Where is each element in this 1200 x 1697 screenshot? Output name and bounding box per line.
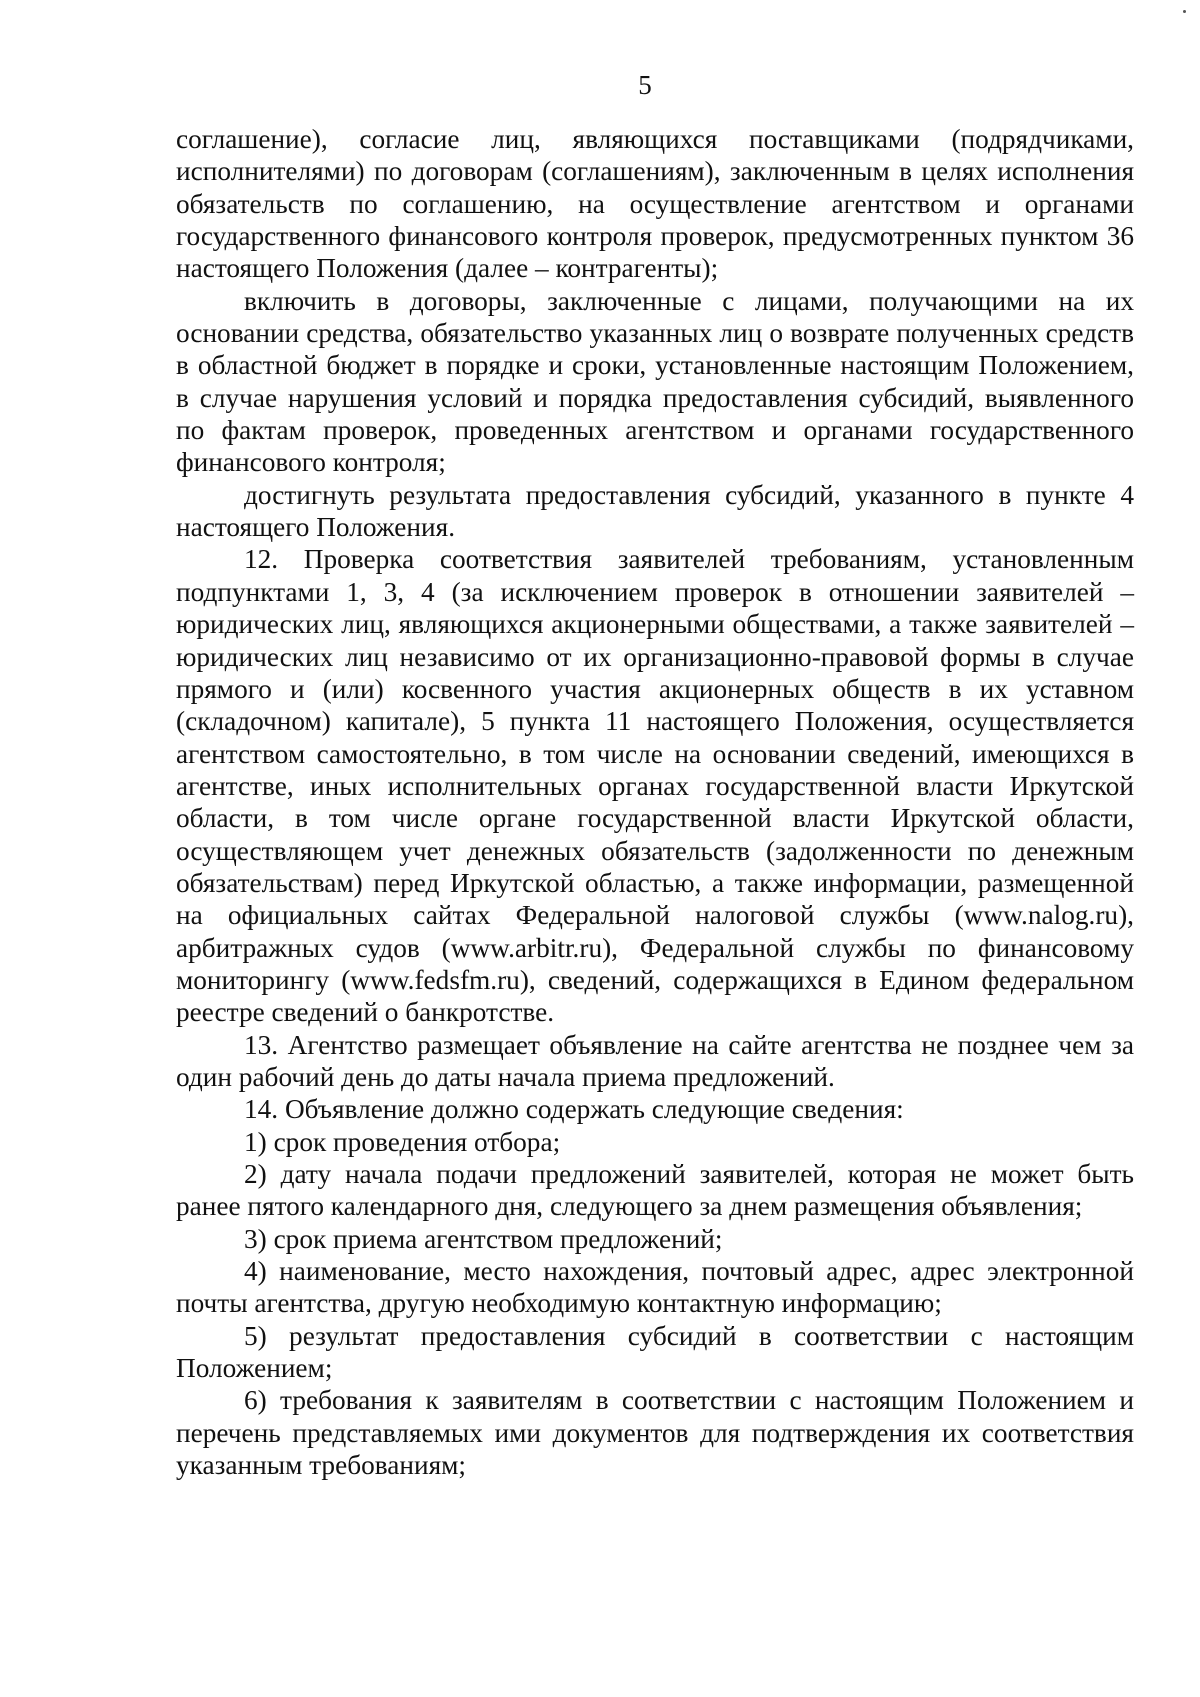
paragraph-7: 2) дату начала подачи предложений заявителей, которая не может быть ранее пятого календарного дня, следующего за днем размещения объявления; [176, 1159, 1134, 1222]
paragraph-2: достигнуть результата предоставления субсидий, указанного в пункте 4 настоящего Положения. [176, 479, 1134, 543]
paragraph-5: 14. Объявление должно содержать следующие сведения: [244, 1094, 904, 1125]
paragraph-10: 5) результат предоставления субсидий в соответствии с настоящим Положением; [176, 1320, 1134, 1384]
scan-dot [1183, 10, 1186, 13]
paragraph-8: 3) срок приема агентством предложений; [244, 1223, 723, 1254]
document-body [176, 123, 1134, 1481]
page-number: 5 [638, 70, 652, 100]
paragraph-3: 12. Проверка соответствия заявителей требованиям, установленным подпунктами 1, 3, 4 (за исключением проверок в отношении заявителей – юридических лиц, являющихся акционерными обществами, а также заявителей – юридических лиц независимо от их организационно-правовой формы в случае прямого и (или) косвенного участия акционерных обществ в их уставном (складочном) капитале), 5 пункта 11 настоящего Положения, осуществляется агентством самостоятельно, в том числе на основании сведений, имеющихся в агентстве, иных исполнительных органах государственной власти Иркутской области, в том числе органе государственной власти Иркутской области, осуществляющем учет денежных обязательств (задолженности по денежным обязательствам) перед Иркутской областью, а также информации, размещенной на официальных сайтах Федеральной налоговой службы (www.nalog.ru), арбитражных судов (www.arbitr.ru), Федеральной службы по финансовому мониторингу (www.fedsfm.ru), сведений, содержащихся в Едином федеральном реестре сведений о банкротстве. [176, 544, 1134, 1028]
paragraph-6: 1) срок проведения отбора; [244, 1126, 561, 1157]
paragraph-0: соглашение), согласие лиц, являющихся поставщиками (подрядчиками, исполнителями) по договорам (соглашениям), заключенным в целях исполнения обязательств по соглашению, на осуществление агентством и органами государственного финансового контроля проверок, предусмотренных пунктом 36 настоящего Положения (далее – контрагенты); [176, 124, 1134, 284]
paragraph-4: 13. Агентство размещает объявление на сайте агентства не позднее чем за один рабочий день до даты начала приема предложений. [176, 1029, 1134, 1092]
paragraph-11: 6) требования к заявителям в соответствии с настоящим Положением и перечень представляемых ими документов для подтверждения их соответствия указанным требованиям; [176, 1385, 1134, 1481]
paragraph-9: 4) наименование, место нахождения, почтовый адрес, адрес электронной почты агентства, другую необходимую контактную информацию; [176, 1256, 1134, 1319]
paragraph-1: включить в договоры, заключенные с лицами, получающими на их основании средства, обязательство указанных лиц о возврате полученных средств в областной бюджет в порядке и сроки, установленные настоящим Положением, в случае нарушения условий и порядка предоставления субсидий, выявленного по фактам проверок, проведенных агентством и органами государственного финансового контроля; [176, 285, 1134, 478]
